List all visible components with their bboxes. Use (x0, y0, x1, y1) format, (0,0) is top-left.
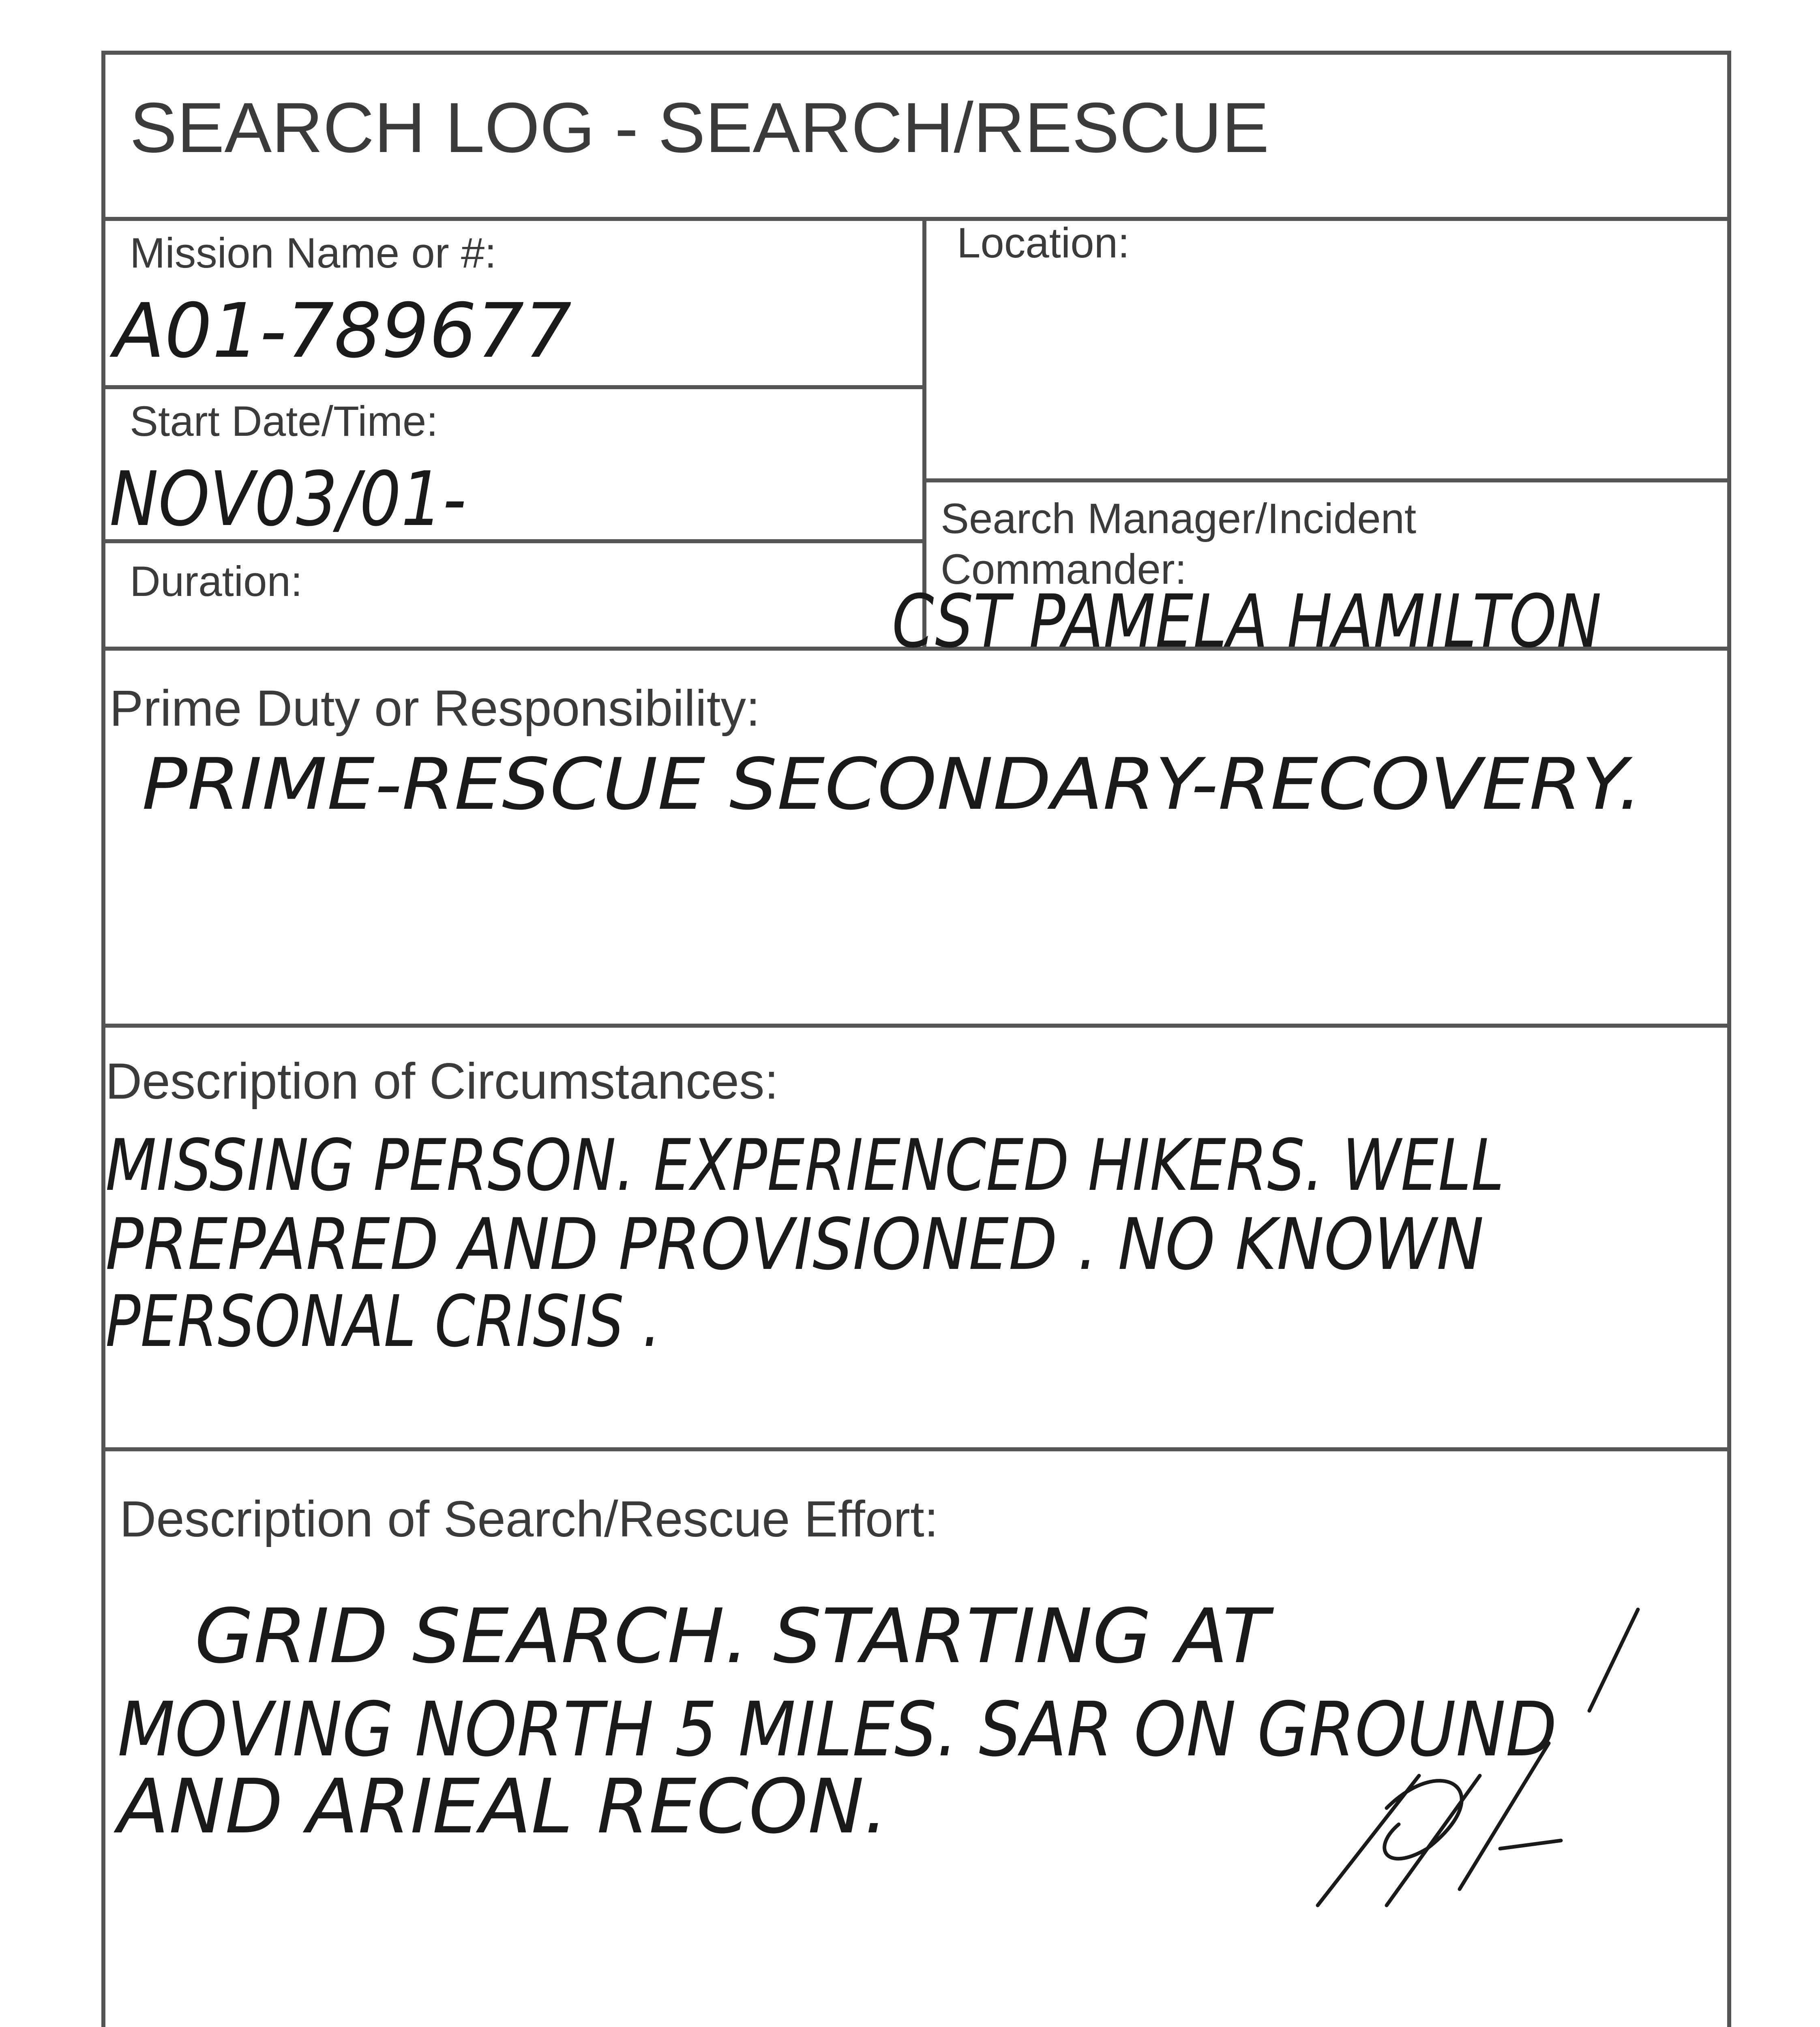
duration-label: Duration: (130, 558, 303, 605)
circumstances-line-1: MISSING PERSON. EXPERIENCED HIKERS. WELL (105, 1125, 1504, 1207)
circumstances-line-2: PREPARED AND PROVISIONED . NO KNOWN (105, 1204, 1484, 1286)
manager-label-line2: Commander: (941, 546, 1187, 593)
effort-line-3: AND ARIEAL RECON. (113, 1763, 888, 1850)
manager-value: CST PAMELA HAMILTON (892, 579, 1601, 664)
prime-duty-value: PRIME-RESCUE SECONDARY-RECOVERY. (142, 744, 1642, 826)
form-title: SEARCH LOG - SEARCH/RESCUE (130, 88, 1269, 167)
prime-duty-label: Prime Duty or Responsibility: (109, 680, 760, 737)
circumstances-label: Description of Circumstances: (105, 1053, 779, 1110)
mission-label: Mission Name or #: (130, 229, 497, 277)
effort-line-2: MOVING NORTH 5 MILES. SAR ON GROUND (118, 1686, 1557, 1773)
effort-label: Description of Search/Rescue Effort: (120, 1491, 939, 1547)
manager-label-line1: Search Manager/Incident (941, 495, 1417, 542)
start-datetime-value: NOV03/01- (109, 455, 466, 543)
location-label: Location: (957, 219, 1130, 267)
start-datetime-label: Start Date/Time: (130, 398, 438, 445)
effort-line-1: GRID SEARCH. STARTING AT (195, 1592, 1275, 1680)
mission-value: A01-789677 (109, 287, 572, 375)
circumstances-line-3: PERSONAL CRISIS . (105, 1281, 661, 1363)
